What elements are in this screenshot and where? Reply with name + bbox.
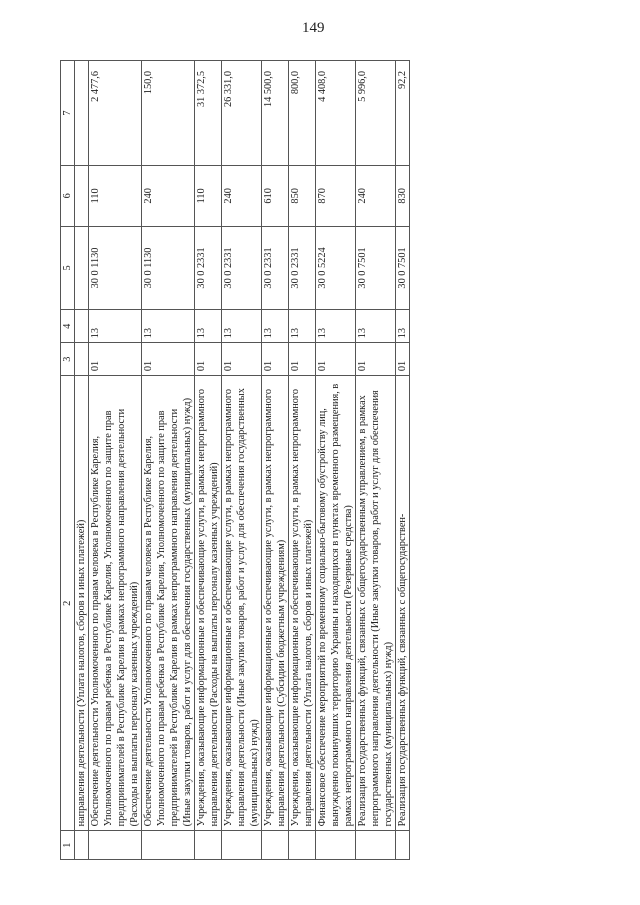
row-amount: 31 372,5 — [195, 61, 222, 166]
row-section: 01 — [195, 343, 222, 376]
table-row — [262, 61, 289, 860]
row-expense-type: 240 — [356, 166, 396, 226]
table-row — [142, 61, 195, 860]
row-section: 01 — [222, 343, 262, 376]
budget-table — [60, 60, 410, 860]
row-target-code: 30 0 1130 — [142, 226, 195, 310]
row-amount: 14 500,0 — [262, 61, 289, 166]
rotated-table-container — [60, 60, 600, 860]
row-name: Финансовое обеспечение мероприятий по временному социально-бытовому обустройству лиц, вынужденно покинувших территорию Украины и находящихся в пунктах временного размещения, в рамках непрограммного направления деятельности (Резервные средства) — [316, 376, 356, 831]
table-row — [396, 61, 410, 860]
row-amount: 26 331,0 — [222, 61, 262, 166]
header-row — [61, 61, 75, 860]
table-row — [75, 61, 89, 860]
row-amount: 150,0 — [142, 61, 195, 166]
row-section: 01 — [262, 343, 289, 376]
row-section: 01 — [316, 343, 356, 376]
row-name: направления деятельности (Уплата налогов, сборов и иных платежей) — [75, 376, 89, 831]
row-amount: 2 477,6 — [89, 61, 142, 166]
row-expense-type: 830 — [396, 166, 410, 226]
header-cell: 6 — [61, 166, 75, 226]
row-amount: 800,0 — [289, 61, 316, 166]
row-name: Реализация государственных функций, связанных с общегосударственным управлением, в рамках непрограммного направления деятельности (Иные закупки товаров, работ и услуг для обеспечения государственных (муниципальных) нужд) — [356, 376, 396, 831]
row-expense-type: 240 — [222, 166, 262, 226]
header-cell: 1 — [61, 831, 75, 860]
row-subsection: 13 — [356, 310, 396, 343]
row-name: Учреждения, оказывающие информационные и обеспечивающие услуги, в рамках непрограммного направления деятельности (Иные закупки товаров, работ и услуг для обеспечения государственных (муниципальных) нужд) — [222, 376, 262, 831]
row-expense-type: 110 — [195, 166, 222, 226]
row-expense-type: 240 — [142, 166, 195, 226]
row-subsection: 13 — [289, 310, 316, 343]
row-amount: 92,2 — [396, 61, 410, 166]
row-section — [75, 343, 89, 376]
table-row — [222, 61, 262, 860]
row-name: Реализация государственных функций, связанных с общегосударствен- — [396, 376, 410, 831]
header-cell: 4 — [61, 310, 75, 343]
row-name: Учреждения, оказывающие информационные и обеспечивающие услуги, в рамках непрограммного направления деятельности (Расходы на выплаты персоналу казенных учреждений) — [195, 376, 222, 831]
table-row — [316, 61, 356, 860]
row-expense-type: 850 — [289, 166, 316, 226]
row-target-code — [75, 226, 89, 310]
row-subsection: 13 — [316, 310, 356, 343]
row-amount: 4 408,0 — [316, 61, 356, 166]
table-row — [89, 61, 142, 860]
row-subsection — [75, 310, 89, 343]
row-expense-type — [75, 166, 89, 226]
row-subsection: 13 — [396, 310, 410, 343]
table-row — [289, 61, 316, 860]
row-subsection: 13 — [195, 310, 222, 343]
row-section: 01 — [142, 343, 195, 376]
row-amount — [75, 61, 89, 166]
row-target-code: 30 0 2331 — [222, 226, 262, 310]
table-row — [356, 61, 396, 860]
row-name: Обеспечение деятельности Уполномоченного по правам человека в Республике Карелия, Уполномоченного по правам ребенка в Республике Карелия, Уполномоченного по защите прав предпринимателей в Республике Карелия в рамках непрограммного направления деятельности (Иные закупки товаров, работ и услуг для обеспечения государственных (муниципальных) нужд) — [142, 376, 195, 831]
row-section: 01 — [289, 343, 316, 376]
row-target-code: 30 0 5224 — [316, 226, 356, 310]
page-number: 149 — [302, 20, 325, 36]
row-name: Обеспечение деятельности Уполномоченного по правам человека в Республике Карелия, Уполномоченного по правам ребенка в Республике Карелия, Уполномоченного по защите прав предпринимателей в Республике Карелия в рамках непрограммного направления деятельности (Расходы на выплаты персоналу казенных учреждений) — [89, 376, 142, 831]
row-subsection: 13 — [142, 310, 195, 343]
row-target-code: 30 0 7501 — [356, 226, 396, 310]
row-expense-type: 870 — [316, 166, 356, 226]
row-subsection: 13 — [89, 310, 142, 343]
row-name: Учреждения, оказывающие информационные и обеспечивающие услуги, в рамках непрограммного направления деятельности (Субсидии бюджетным учреждениям) — [262, 376, 289, 831]
row-target-code: 30 0 7501 — [396, 226, 410, 310]
row-section: 01 — [356, 343, 396, 376]
row-section: 01 — [89, 343, 142, 376]
row-expense-type: 610 — [262, 166, 289, 226]
row-target-code: 30 0 1130 — [89, 226, 142, 310]
row-target-code: 30 0 2331 — [289, 226, 316, 310]
row-section: 01 — [396, 343, 410, 376]
header-cell: 5 — [61, 226, 75, 310]
header-cell: 7 — [61, 61, 75, 166]
table-row — [195, 61, 222, 860]
row-subsection: 13 — [262, 310, 289, 343]
header-cell: 2 — [61, 376, 75, 831]
row-target-code: 30 0 2331 — [195, 226, 222, 310]
row-subsection: 13 — [222, 310, 262, 343]
row-target-code: 30 0 2331 — [262, 226, 289, 310]
row-name: Учреждения, оказывающие информационные и обеспечивающие услуги, в рамках непрограммного направления деятельности (Уплата налогов, сборов и иных платежей) — [289, 376, 316, 831]
row-expense-type: 110 — [89, 166, 142, 226]
row-amount: 5 996,0 — [356, 61, 396, 166]
header-cell: 3 — [61, 343, 75, 376]
